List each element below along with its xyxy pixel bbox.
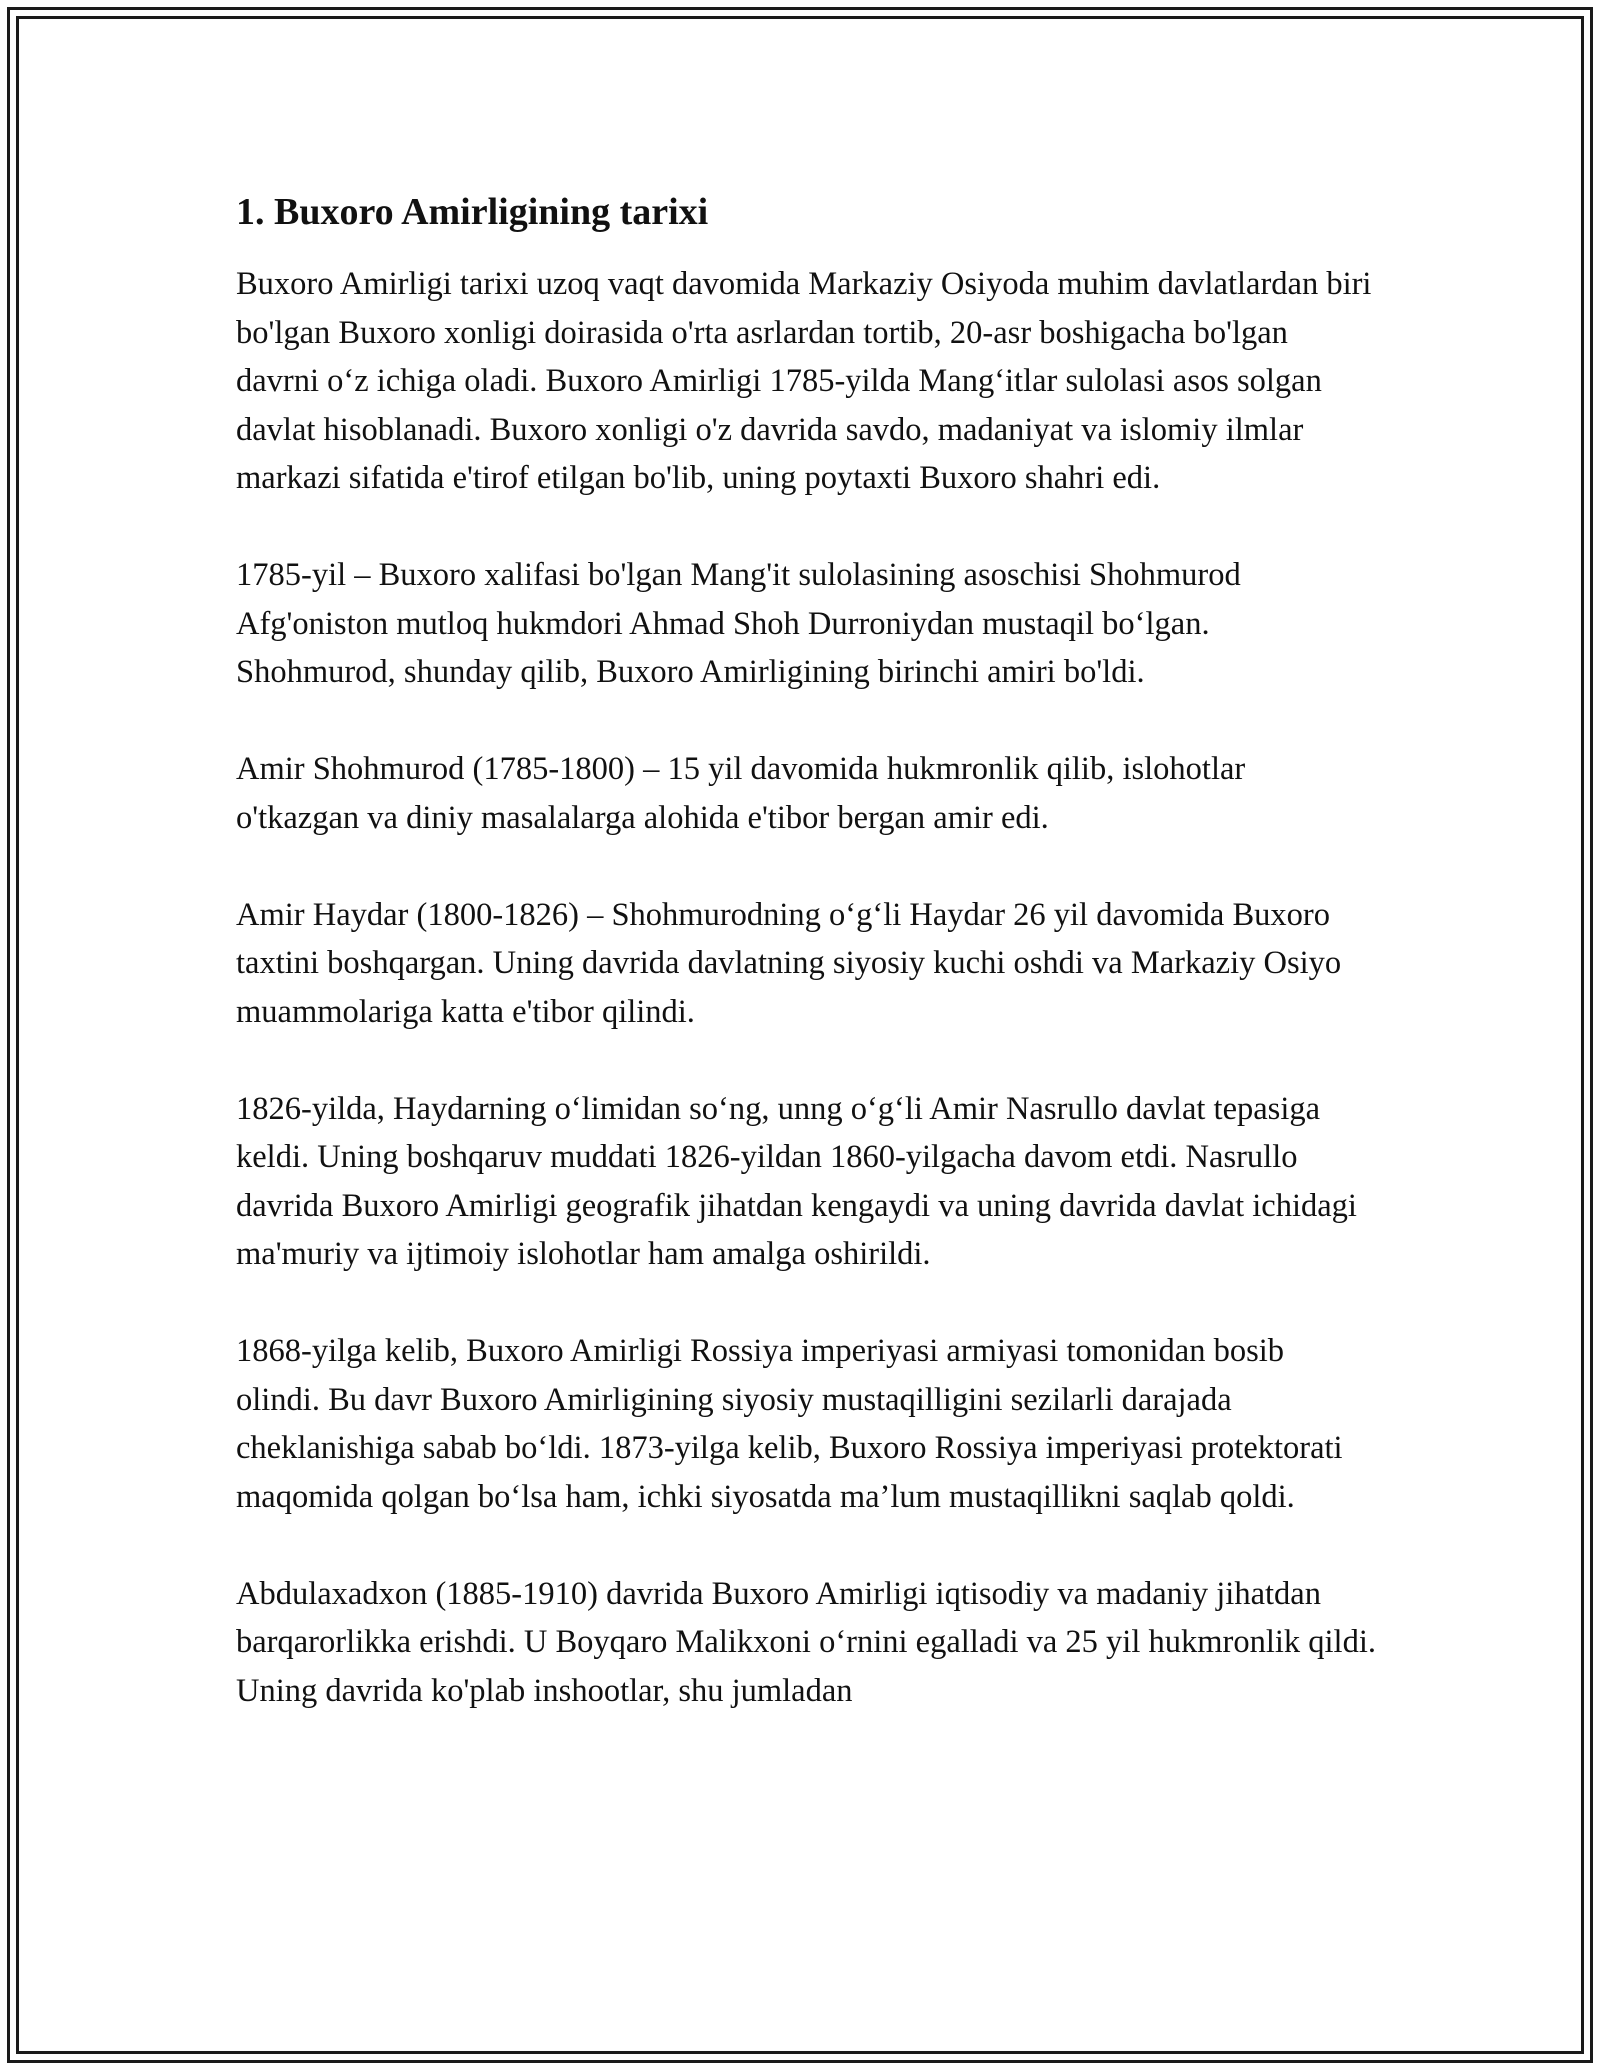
paragraph-intro: Buxoro Amirligi tarixi uzoq vaqt davomida Markaziy Osiyoda muhim davlatlardan biri bo'lgan Buxoro xonligi doirasida o'rta asrlardan tortib, 20-asr boshigacha bo'lgan davrni o‘z ichiga oladi. Buxoro Amirligi 1785-yilda Mang‘itlar sulolasi asos solgan davlat hisoblanadi. Buxoro xonligi o'z davrida savdo, madaniyat va islomiy ilmlar markazi sifatida e'tirof etilgan bo'lib, uning poytaxti Buxoro shahri edi. — [236, 266, 1372, 496]
paragraph-haydar: Amir Haydar (1800-1826) – Shohmurodning o‘g‘li Haydar 26 yil davomida Buxoro taxtini boshqargan. Uning davrida davlatning siyosiy kuchi oshdi va Markaziy Osiyo muammolariga katta e'tibor qilindi. — [236, 896, 1342, 1030]
paragraph-1785: 1785-yil – Buxoro xalifasi bo'lgan Mang'it sulolasining asoschisi Shohmurod Afg'oniston mutloq hukmdori Ahmad Shoh Durroniydan mustaqil bo‘lgan. Shohmurod, shunday qilib, Buxoro Amirligining birinchi amiri bo'ldi. — [236, 557, 1241, 690]
paragraph-abdulaxadxon: Abdulaxadxon (1885-1910) davrida Buxoro Amirligi iqtisodiy va madaniy jihatdan barqarorlikka erishdi. U Boyqaro Malikxoni o‘rnini egalladi va 25 yil hukmronlik qildi. Uning davrida ko'plab inshootlar, shu jumladan — [236, 1575, 1376, 1709]
paragraph-nasrullo: 1826-yilda, Haydarning o‘limidan so‘ng, unng o‘g‘li Amir Nasrullo davlat tepasiga keldi. Uning boshqaruv muddati 1826-yildan 1860-yilgacha davom etdi. Nasrullo davrida Buxoro Amirligi geografik jihatdan kengaydi va uning davrida davlat ichidagi ma'muriy va ijtimoiy islohotlar ham amalga oshirildi. — [236, 1090, 1357, 1272]
paragraph-shohmurod: Amir Shohmurod (1785-1800) – 15 yil davomida hukmronlik qilib, islohotlar o'tkazgan va diniy masalalarga alohida e'tibor bergan amir edi. — [236, 751, 1246, 836]
document-body — [236, 188, 1376, 1764]
paragraph-1868: 1868-yilga kelib, Buxoro Amirligi Rossiya imperiyasi armiyasi tomonidan bosib olindi. Bu davr Buxoro Amirligining siyosiy mustaqilligini sezilarli darajada cheklanishiga sabab bo‘ldi. 1873-yilga kelib, Buxoro Rossiya imperiyasi protektorati maqomida qolgan bo‘lsa ham, ichki siyosatda ma’lum mustaqillikni saqlab qoldi. — [236, 1333, 1343, 1515]
section-heading: 1. Buxoro Amirligining tarixi — [236, 191, 709, 233]
